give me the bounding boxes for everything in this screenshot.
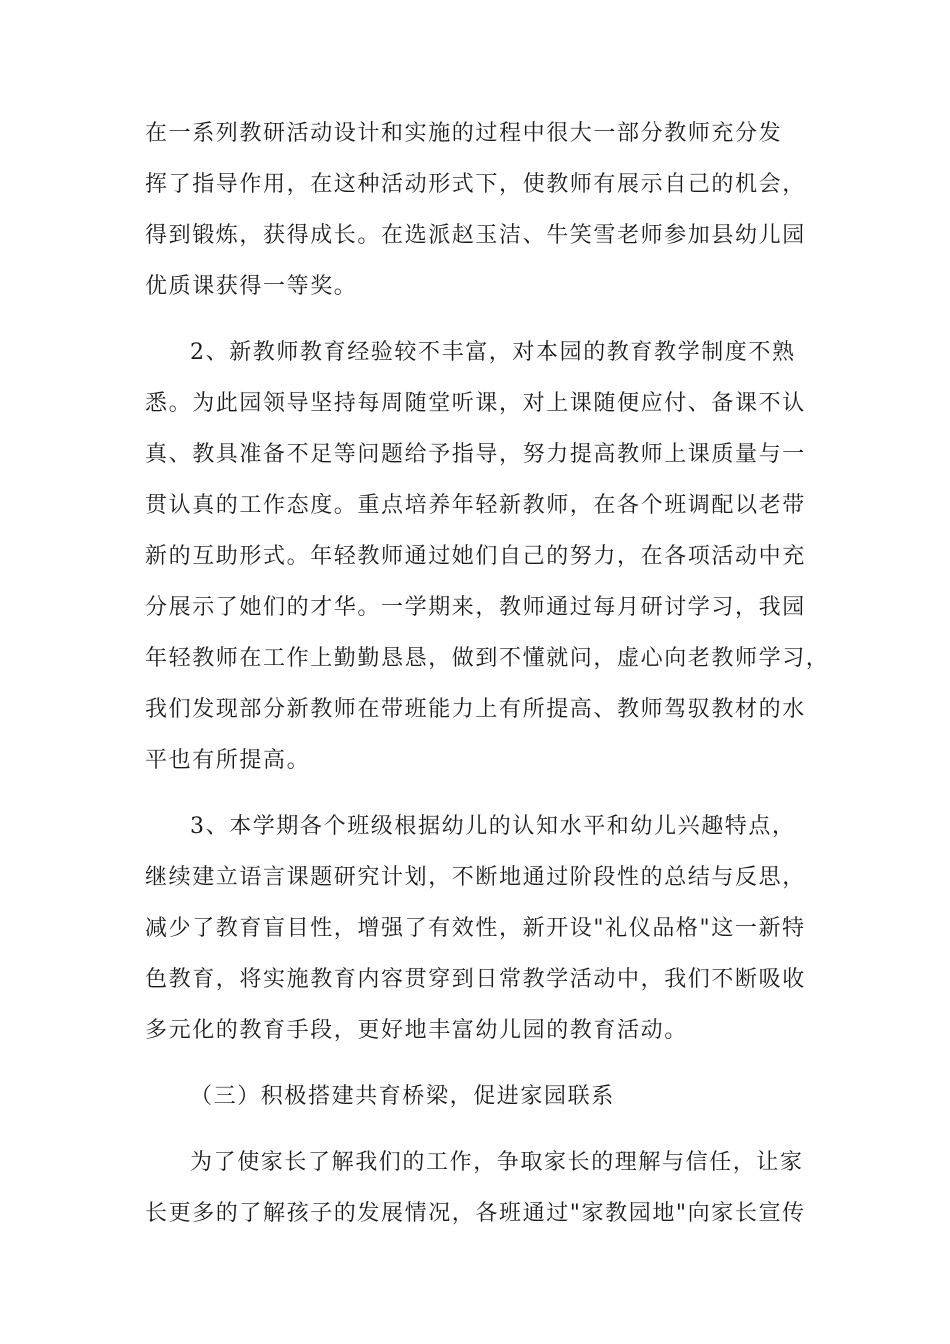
text-line: 得到锻炼，获得成长。在选派赵玉洁、牛笑雪老师参加县幼儿园 [145, 223, 806, 248]
text-line: 贯认真的工作态度。重点培养年轻新教师，在各个班调配以老带 [145, 493, 806, 518]
text-line: 优质课获得一等奖。 [145, 274, 358, 299]
text-line: 真、教具准备不足等问题给予指导，努力提高教师上课质量与一 [145, 442, 806, 467]
text-line: 色教育，将实施教育内容贯穿到日常教学活动中，我们不断吸收 [145, 967, 806, 992]
text-line: 长更多的了解孩子的发展情况，各班通过"家教园地"向家长宣传 [145, 1201, 806, 1226]
text-line: 为了使家长了解我们的工作，争取家长的理解与信任，让家 [190, 1150, 804, 1175]
text-line: 我们发现部分新教师在带班能力上有所提高、教师驾驭教材的水 [145, 697, 806, 722]
text-line: 新的互助形式。年轻教师通过她们自己的努力，在各项活动中充 [145, 544, 806, 569]
text-line: 挥了指导作用，在这种活动形式下，使教师有展示自己的机会， [145, 172, 806, 197]
text-line: 减少了教育盲目性，增强了有效性，新开设"礼仪品格"这一新特 [145, 916, 806, 941]
text-line: 悉。为此园领导坚持每周随堂听课，对上课随便应付、备课不认 [145, 391, 806, 416]
text-line: 在一系列教研活动设计和实施的过程中很大一部分教师充分发 [145, 121, 783, 146]
text-line: 继续建立语言课题研究计划，不断地通过阶段性的总结与反思， [145, 865, 806, 890]
text-line: 分展示了她们的才华。一学期来，教师通过每月研讨学习，我园 [145, 595, 806, 620]
section-heading: （三）积极搭建共育桥梁，促进家园联系 [190, 1084, 615, 1109]
text-line: 多元化的教育手段，更好地丰富幼儿园的教育活动。 [145, 1018, 688, 1043]
text-line: 年轻教师在工作上勤勤恳恳，做到不懂就问，虚心向老教师学习， [145, 646, 830, 671]
text-line: 平也有所提高。 [145, 748, 311, 773]
text-line: 3、本学期各个班级根据幼儿的认知水平和幼儿兴趣特点， [190, 814, 796, 839]
text-line: 2、新教师教育经验较不丰富，对本园的教育教学制度不熟 [190, 340, 796, 365]
